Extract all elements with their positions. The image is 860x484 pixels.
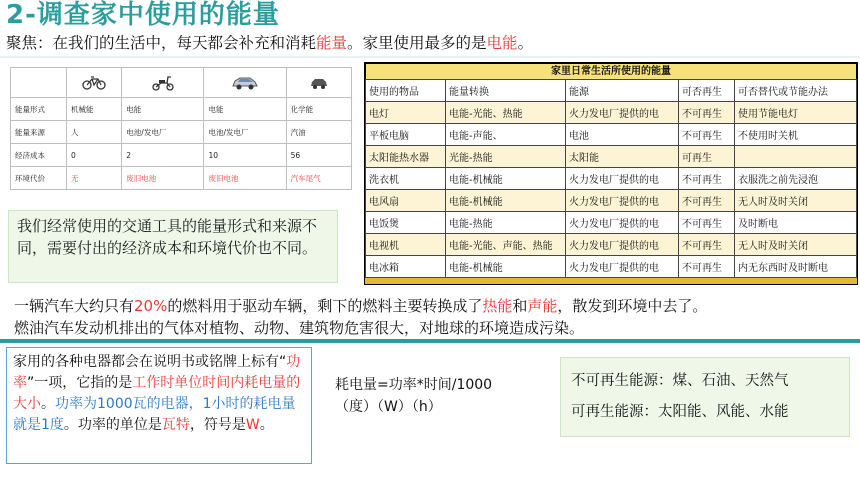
car-fuel-line-1	[14, 295, 854, 317]
household-cell: 电冰箱	[366, 256, 446, 278]
car-fuel-line-2: 燃油汽车发动机排出的气体对植物、动物、建筑物危害很大，对地球的环境造成污染。	[14, 319, 585, 337]
household-header-cell: 可否替代或节能办法	[735, 80, 857, 102]
power-symbol: W	[245, 417, 260, 433]
vehicle-cell: 化学能	[286, 98, 351, 121]
vehicle-cell: 56	[286, 144, 351, 167]
page-title: 2-调查家中使用的能量	[6, 0, 280, 30]
nonrenewable-energy: 不可再生能源：煤、石油、天然气	[571, 373, 789, 389]
vehicle-row-label: 能量来源	[11, 121, 67, 144]
household-cell: 不可再生	[679, 124, 735, 146]
power-unit: 瓦特	[161, 417, 190, 433]
household-table-caption: 家里日常生活所使用的能量	[365, 63, 857, 79]
household-energy-table	[364, 62, 858, 285]
formula-line: 耗电量=功率*时间/1000	[335, 377, 493, 393]
para-keyword-sound: 声能	[527, 297, 558, 315]
household-cell: 不可再生	[679, 234, 735, 256]
household-cell: 内无东西时及时断电	[735, 256, 857, 278]
focus-suffix: 。	[517, 34, 534, 52]
focus-mid: 。家里使用最多的是	[347, 34, 487, 52]
bicycle-icon	[82, 76, 106, 90]
household-row	[366, 102, 857, 124]
vehicle-corner-cell	[11, 68, 67, 98]
household-header-cell: 使用的物品	[366, 80, 446, 102]
vehicle-cell: 无	[67, 167, 122, 190]
para-text: ，散发到环境中去了。	[557, 297, 708, 315]
household-row	[366, 146, 857, 168]
power-text: ，符号是	[189, 417, 246, 433]
vehicle-row-label: 能量形式	[11, 98, 67, 121]
vehicle-cell: 电池/发电厂	[122, 121, 204, 144]
household-cell: 及时断电	[735, 212, 857, 234]
car-fuel-paragraph	[14, 295, 854, 339]
household-cell: 不可再生	[679, 102, 735, 124]
formula-units: （度）（W）（h）	[335, 399, 442, 415]
renewable-energy: 可再生能源：太阳能、风能、水能	[571, 404, 789, 420]
vehicle-icon-cell	[67, 68, 122, 98]
household-cell	[735, 146, 857, 168]
para-text: 的燃料用于驱动车辆，剩下的燃料主要转换成了	[167, 297, 483, 315]
household-cell: 电饭煲	[366, 212, 446, 234]
vehicle-cell: 废旧电池	[122, 167, 204, 190]
power-text: 。	[259, 417, 274, 433]
household-cell: 不可再生	[679, 168, 735, 190]
household-row	[366, 190, 857, 212]
household-cell: 无人时及时关闭	[735, 190, 857, 212]
focus-keyword-electric: 电能	[486, 34, 518, 52]
household-cell: 火力发电厂提供的电	[566, 212, 679, 234]
vehicle-row	[11, 144, 352, 167]
household-header-cell: 能源	[566, 80, 679, 102]
focus-line	[6, 33, 533, 53]
vehicle-cell: 汽油	[286, 121, 351, 144]
household-cell: 电能-光能、声能、热能	[446, 234, 566, 256]
power-text: 。	[41, 396, 55, 412]
household-cell: 火力发电厂提供的电	[566, 190, 679, 212]
vehicle-icon-cell	[122, 68, 204, 98]
household-cell: 不使用时关机	[735, 124, 857, 146]
focus-keyword-energy: 能量	[316, 34, 348, 52]
vehicle-cell: 汽车尾气	[286, 167, 351, 190]
household-cell: 不可再生	[679, 190, 735, 212]
household-cell: 火力发电厂提供的电	[566, 256, 679, 278]
household-cell: 太阳能热水器	[366, 146, 446, 168]
household-cell: 电能-机械能	[446, 190, 566, 212]
section-divider	[0, 339, 860, 343]
household-cell: 洗衣机	[366, 168, 446, 190]
vehicle-row	[11, 121, 352, 144]
household-header-row	[366, 80, 857, 102]
household-cell: 不可再生	[679, 256, 735, 278]
household-cell: 火力发电厂提供的电	[566, 168, 679, 190]
vehicle-cell: 2	[122, 144, 204, 167]
household-cell: 电能-声能、	[446, 124, 566, 146]
e-scooter-icon	[151, 75, 175, 91]
household-row	[366, 212, 857, 234]
household-cell: 可再生	[679, 146, 735, 168]
household-cell: 不可再生	[679, 212, 735, 234]
title-underline	[0, 56, 860, 58]
household-table-grid	[365, 63, 857, 278]
focus-prefix: 聚焦：在我们的生活中，每天都会补充和消耗	[6, 34, 317, 52]
vehicle-cell: 电能	[122, 98, 204, 121]
household-cell: 电能-热能	[446, 212, 566, 234]
vehicle-icon-cell	[286, 68, 351, 98]
household-cell: 衣服洗之前先浸泡	[735, 168, 857, 190]
vehicle-table	[10, 67, 352, 190]
vehicle-cell: 机械能	[67, 98, 122, 121]
household-cell: 电能-机械能	[446, 256, 566, 278]
household-cell: 电能-光能、热能	[446, 102, 566, 124]
vehicle-row-label: 环境代价	[11, 167, 67, 190]
household-row	[366, 234, 857, 256]
household-header-cell: 可否再生	[679, 80, 735, 102]
para-percent: 20%	[134, 297, 168, 315]
vehicle-cell: 废旧电池	[204, 167, 286, 190]
car-icon	[231, 75, 259, 91]
household-cell: 光能-热能	[446, 146, 566, 168]
household-cell: 太阳能	[566, 146, 679, 168]
vehicle-cell: 电池/发电厂	[204, 121, 286, 144]
power-text: 。功率的单位是	[63, 417, 162, 433]
household-row	[366, 168, 857, 190]
vehicle-row	[11, 167, 352, 190]
household-cell: 电能-机械能	[446, 168, 566, 190]
vehicle-icon-cell	[204, 68, 286, 98]
household-cell: 电池	[566, 124, 679, 146]
power-keyword: 功率	[13, 354, 301, 391]
household-header-cell: 能量转换	[446, 80, 566, 102]
power-text: 家用的各种电器都会在说明书或铭牌上标有“	[13, 354, 287, 370]
power-callout	[6, 347, 312, 464]
household-cell: 无人时及时关闭	[735, 234, 857, 256]
household-cell: 电视机	[366, 234, 446, 256]
household-cell: 火力发电厂提供的电	[566, 234, 679, 256]
household-row	[366, 256, 857, 278]
vehicle-cell: 人	[67, 121, 122, 144]
vehicle-cell: 电能	[204, 98, 286, 121]
consumption-formula	[335, 374, 545, 418]
household-cell: 电风扇	[366, 190, 446, 212]
fuel-car-icon	[309, 76, 329, 90]
energy-types-callout	[560, 357, 850, 437]
household-cell: 电灯	[366, 102, 446, 124]
vehicle-icon-row	[11, 68, 352, 98]
household-cell: 使用节能电灯	[735, 102, 857, 124]
transport-callout: 我们经常使用的交通工具的能量形式和来源不同，需要付出的经济成本和环境代价也不同。	[8, 210, 338, 283]
household-row	[366, 124, 857, 146]
household-cell: 火力发电厂提供的电	[566, 102, 679, 124]
vehicle-row	[11, 98, 352, 121]
vehicle-cell: 10	[204, 144, 286, 167]
para-text: 和	[512, 297, 528, 315]
para-text: 一辆汽车大约只有	[14, 297, 135, 315]
vehicle-row-label: 经济成本	[11, 144, 67, 167]
power-definition: 工作时单位时间内耗电量的大小	[13, 375, 301, 412]
power-text: ”一项，它指的是	[27, 375, 133, 391]
para-keyword-heat: 热能	[482, 297, 513, 315]
vehicle-cell: 0	[67, 144, 122, 167]
power-example: 功率为1000瓦的电器，1小时的耗电量就是1度	[13, 396, 296, 433]
household-cell: 平板电脑	[366, 124, 446, 146]
